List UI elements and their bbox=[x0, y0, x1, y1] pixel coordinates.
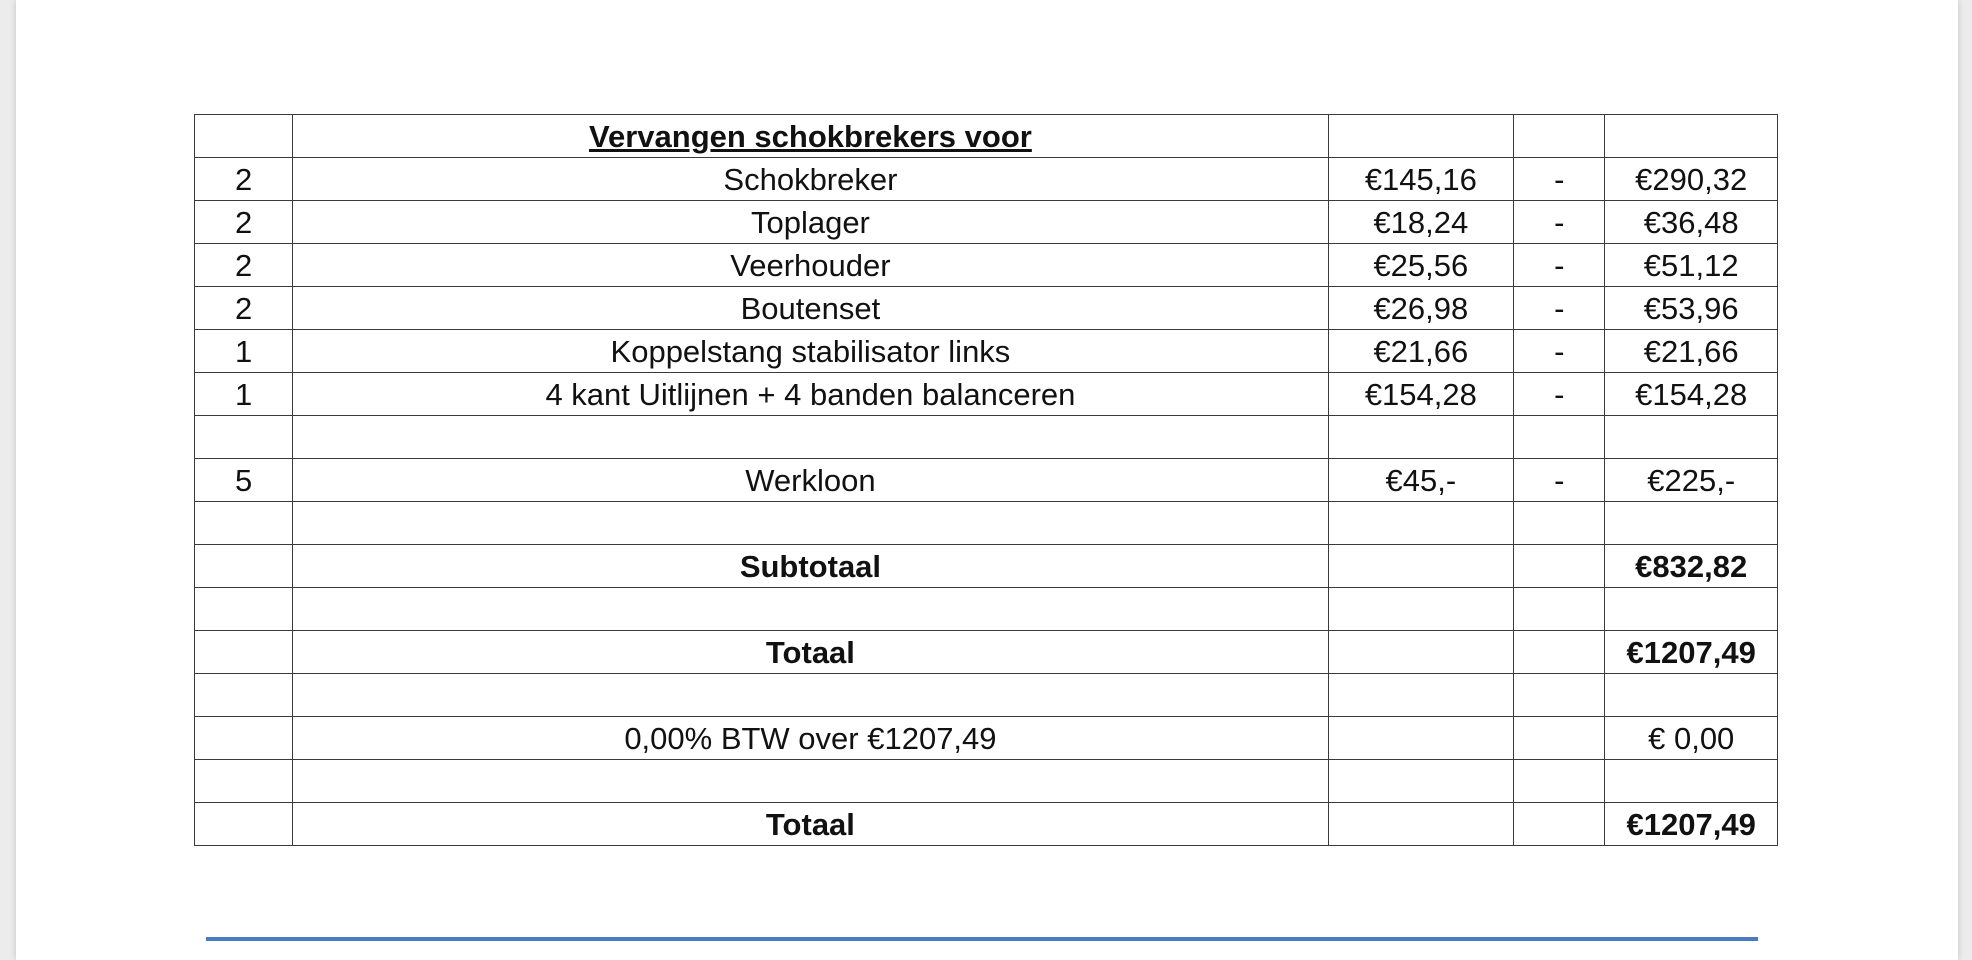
empty-cell bbox=[1514, 760, 1605, 803]
vat-row bbox=[195, 717, 1778, 760]
tax-cell: - bbox=[1514, 330, 1605, 373]
empty-cell bbox=[1605, 502, 1778, 545]
empty-cell bbox=[195, 588, 293, 631]
empty-cell bbox=[1605, 588, 1778, 631]
empty-cell bbox=[293, 502, 1328, 545]
table-row bbox=[195, 158, 1778, 201]
tax-cell: - bbox=[1514, 459, 1605, 502]
empty-cell bbox=[1514, 588, 1605, 631]
empty-row bbox=[195, 416, 1778, 459]
table-row bbox=[195, 201, 1778, 244]
empty-cell bbox=[1514, 631, 1605, 674]
empty-cell bbox=[195, 502, 293, 545]
description-cell: Schokbreker bbox=[293, 158, 1328, 201]
empty-cell bbox=[195, 803, 293, 846]
unit-price-cell: €145,16 bbox=[1328, 158, 1514, 201]
empty-cell bbox=[1328, 115, 1514, 158]
empty-cell bbox=[195, 115, 293, 158]
quantity-cell: 2 bbox=[195, 158, 293, 201]
quantity-cell: 2 bbox=[195, 287, 293, 330]
footer-divider bbox=[206, 937, 1758, 941]
invoice-table bbox=[194, 114, 1778, 846]
empty-cell bbox=[293, 760, 1328, 803]
quantity-cell: 2 bbox=[195, 201, 293, 244]
empty-row bbox=[195, 588, 1778, 631]
empty-cell bbox=[1328, 760, 1514, 803]
empty-cell bbox=[1605, 760, 1778, 803]
vat-label: 0,00% BTW over €1207,49 bbox=[293, 717, 1328, 760]
total-value: €1207,49 bbox=[1605, 631, 1778, 674]
grand-total-row bbox=[195, 803, 1778, 846]
empty-cell bbox=[1514, 416, 1605, 459]
unit-price-cell: €21,66 bbox=[1328, 330, 1514, 373]
line-total-cell: €51,12 bbox=[1605, 244, 1778, 287]
unit-price-cell: €45,- bbox=[1328, 459, 1514, 502]
labor-row bbox=[195, 459, 1778, 502]
description-cell: Koppelstang stabilisator links bbox=[293, 330, 1328, 373]
empty-cell bbox=[293, 588, 1328, 631]
table-row bbox=[195, 373, 1778, 416]
tax-cell: - bbox=[1514, 244, 1605, 287]
unit-price-cell: €26,98 bbox=[1328, 287, 1514, 330]
description-cell: Toplager bbox=[293, 201, 1328, 244]
line-total-cell: €36,48 bbox=[1605, 201, 1778, 244]
description-cell: Veerhouder bbox=[293, 244, 1328, 287]
quantity-cell: 1 bbox=[195, 330, 293, 373]
subtotal-row bbox=[195, 545, 1778, 588]
table-title: Vervangen schokbrekers voor bbox=[293, 115, 1328, 158]
empty-cell bbox=[195, 760, 293, 803]
empty-cell bbox=[293, 674, 1328, 717]
empty-cell bbox=[1605, 416, 1778, 459]
empty-row bbox=[195, 502, 1778, 545]
description-cell: Werkloon bbox=[293, 459, 1328, 502]
tax-cell: - bbox=[1514, 201, 1605, 244]
empty-cell bbox=[1328, 545, 1514, 588]
subtotal-value: €832,82 bbox=[1605, 545, 1778, 588]
empty-cell bbox=[1514, 717, 1605, 760]
table-header-row bbox=[195, 115, 1778, 158]
empty-cell bbox=[195, 416, 293, 459]
tax-cell: - bbox=[1514, 287, 1605, 330]
empty-cell bbox=[195, 674, 293, 717]
empty-cell bbox=[1328, 631, 1514, 674]
empty-cell bbox=[1514, 502, 1605, 545]
grand-total-label: Totaal bbox=[293, 803, 1328, 846]
empty-cell bbox=[195, 717, 293, 760]
empty-cell bbox=[1328, 416, 1514, 459]
empty-cell bbox=[1514, 803, 1605, 846]
empty-cell bbox=[195, 631, 293, 674]
empty-cell bbox=[195, 545, 293, 588]
unit-price-cell: €25,56 bbox=[1328, 244, 1514, 287]
description-cell: 4 kant Uitlijnen + 4 banden balanceren bbox=[293, 373, 1328, 416]
empty-cell bbox=[293, 416, 1328, 459]
table-row bbox=[195, 330, 1778, 373]
description-cell: Boutenset bbox=[293, 287, 1328, 330]
subtotal-label: Subtotaal bbox=[293, 545, 1328, 588]
empty-cell bbox=[1328, 717, 1514, 760]
empty-cell bbox=[1514, 674, 1605, 717]
empty-cell bbox=[1328, 674, 1514, 717]
quantity-cell: 2 bbox=[195, 244, 293, 287]
table-row bbox=[195, 287, 1778, 330]
vat-value: € 0,00 bbox=[1605, 717, 1778, 760]
empty-cell bbox=[1605, 674, 1778, 717]
tax-cell: - bbox=[1514, 373, 1605, 416]
quantity-cell: 5 bbox=[195, 459, 293, 502]
grand-total-value: €1207,49 bbox=[1605, 803, 1778, 846]
table-row bbox=[195, 244, 1778, 287]
empty-row bbox=[195, 674, 1778, 717]
empty-row bbox=[195, 760, 1778, 803]
line-total-cell: €290,32 bbox=[1605, 158, 1778, 201]
empty-cell bbox=[1328, 502, 1514, 545]
unit-price-cell: €154,28 bbox=[1328, 373, 1514, 416]
line-total-cell: €225,- bbox=[1605, 459, 1778, 502]
unit-price-cell: €18,24 bbox=[1328, 201, 1514, 244]
document-page bbox=[16, 0, 1958, 960]
empty-cell bbox=[1514, 115, 1605, 158]
quantity-cell: 1 bbox=[195, 373, 293, 416]
line-total-cell: €21,66 bbox=[1605, 330, 1778, 373]
empty-cell bbox=[1514, 545, 1605, 588]
line-total-cell: €154,28 bbox=[1605, 373, 1778, 416]
empty-cell bbox=[1328, 803, 1514, 846]
total-label: Totaal bbox=[293, 631, 1328, 674]
total-row bbox=[195, 631, 1778, 674]
empty-cell bbox=[1328, 588, 1514, 631]
empty-cell bbox=[1605, 115, 1778, 158]
line-total-cell: €53,96 bbox=[1605, 287, 1778, 330]
tax-cell: - bbox=[1514, 158, 1605, 201]
